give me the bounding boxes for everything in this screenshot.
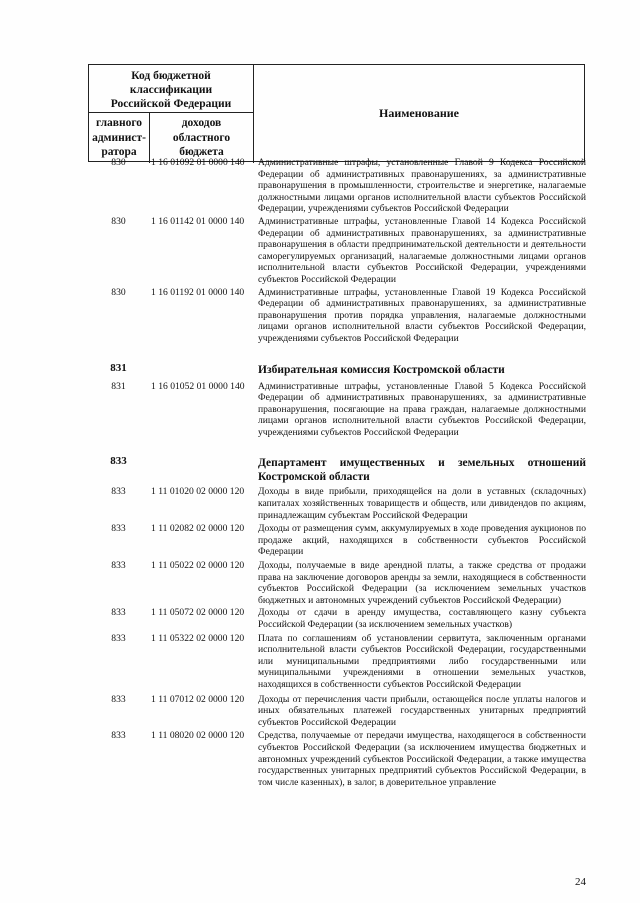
income-line-2: областного [172, 131, 231, 144]
admin-code-cell: 833 [111, 607, 126, 619]
income-description-cell: Плата по соглашениям об установлении сервитута, заключенным органами исполнительной власти субъектов Российской Федерации, государственными или муниципальными предприятиями либо государственными или муниципальными учреждениями в отношении земельных участков, находящихся в собственности субъектов Российской Федерации [258, 632, 586, 690]
admin-code-cell: 833 [111, 632, 126, 644]
table-row [88, 157, 588, 215]
income-code-cell: 1 11 07012 02 0000 120 [151, 693, 245, 705]
income-description-cell: Административные штрафы, установленные Главой 5 Кодекса Российской Федерации об административных правонарушениях, за административные правонарушения, посягающие на права граждан, налагаемые должностными лицами органов исполнительной власти субъектов Российской Федерации, учреждениями субъектов Российской Федерации [258, 380, 586, 438]
section-heading-row [88, 363, 588, 377]
page-number: 24 [575, 876, 586, 888]
admin-code-cell: 833 [110, 455, 127, 468]
table-header [88, 64, 585, 162]
table-row [88, 560, 588, 606]
admin-line-1: главного [95, 117, 143, 129]
income-code-cell: 1 11 08020 02 0000 120 [151, 730, 245, 742]
income-code-cell: 1 16 01142 01 0000 140 [151, 215, 245, 227]
income-description-cell: Административные штрафы, установленные Главой 9 Кодекса Российской Федерации об административных правонарушениях, за административные правонарушения в промышленности, строительстве и энергетике, налагаемые должностными лицами органов исполнительной власти субъектов Российской Федерации, учреждениями субъектов Российской Федерации [258, 157, 586, 215]
admin-code-cell: 833 [111, 560, 126, 572]
section-title: Избирательная комиссия Костромской области [258, 363, 505, 376]
table-row [88, 694, 588, 729]
admin-code-cell: 833 [111, 693, 126, 705]
admin-code-cell: 833 [111, 486, 126, 498]
table-row [88, 607, 588, 630]
admin-code-cell: 831 [111, 380, 126, 392]
table-row [88, 381, 588, 439]
kbk-line-2: классификации [129, 84, 213, 96]
income-description-cell: Доходы в виде прибыли, приходящейся на доли в уставных (складочных) капиталах хозяйственных товариществ и обществ, или дивидендов по акциям, принадлежащим субъектам Российской Федерации [258, 486, 586, 521]
table-row [88, 633, 588, 691]
section-heading-row [88, 456, 588, 484]
section-title: Департамент имущественных и земельных отношений Костромской области [258, 457, 586, 484]
income-code-cell: 1 11 02082 02 0000 120 [151, 523, 245, 535]
income-code-cell: 1 11 01020 02 0000 120 [151, 486, 245, 498]
admin-code-cell: 830 [111, 286, 126, 298]
admin-code-cell: 830 [111, 215, 126, 227]
table-row [88, 486, 588, 521]
kbk-header-cell [89, 65, 254, 113]
table-row [88, 216, 588, 286]
admin-code-cell: 833 [111, 730, 126, 742]
table-row [88, 523, 588, 558]
table-row [88, 287, 588, 345]
income-description-cell: Административные штрафы, установленные Главой 14 Кодекса Российской Федерации об административных правонарушениях, за административные правонарушения в области предпринимательской деятельности и деятельности саморегулируемых организаций, налагаемые должностными лицами органов исполнительной власти субъектов Российской Федерации, учреждениями субъектов Российской Федерации [258, 215, 586, 285]
admin-code-cell: 830 [111, 157, 126, 168]
income-code-cell: 1 11 05322 02 0000 120 [151, 632, 245, 644]
income-description-cell: Доходы, получаемые в виде арендной платы, а также средства от продажи права на заключение договоров аренды за земли, находящиеся в собственности субъектов Российской Федерации (за исключением земельных участков бюджетных и автономных учреждений субъектов Российской Федерации) [258, 560, 586, 606]
admin-code-cell: 833 [111, 523, 126, 535]
income-description-cell: Административные штрафы, установленные Главой 19 Кодекса Российской Федерации об административных правонарушениях, за административные правонарушения против порядка управления, налагаемые должностными лицами органов исполнительной власти субъектов Российской Федерации, учреждениями субъектов Российской Федерации [258, 286, 586, 344]
income-description-cell: Доходы от сдачи в аренду имущества, составляющего казну субъекта Российской Федерации (за исключением земельных участков) [258, 607, 586, 630]
income-line-1: доходов [181, 117, 222, 129]
income-code-cell: 1 16 01092 01 0000 140 [151, 157, 245, 168]
table-body [88, 157, 588, 788]
kbk-line-1: Код бюджетной [131, 70, 211, 82]
income-description-cell: Доходы от размещения сумм, аккумулируемых в ходе проведения аукционов по продаже акций, находящихся в собственности субъектов Российской Федерации [258, 523, 586, 558]
admin-line-2: админист- [92, 131, 146, 144]
income-description-cell: Доходы от перечисления части прибыли, остающейся после уплаты налогов и иных обязательных платежей государственных унитарных предприятий субъектов Российской Федерации [258, 693, 586, 728]
table-row [88, 730, 588, 788]
admin-header-cell [89, 113, 150, 163]
income-code-cell: 1 16 01052 01 0000 140 [151, 380, 245, 392]
name-header-cell: Наименование [379, 105, 459, 120]
income-header-cell [150, 113, 254, 163]
income-code-cell: 1 11 05072 02 0000 120 [151, 607, 245, 619]
income-code-cell: 1 11 05022 02 0000 120 [151, 560, 245, 572]
income-description-cell: Средства, получаемые от передачи имущества, находящегося в собственности субъектов Российской Федерации (за исключением имущества бюджетных и автономных учреждений субъектов Российской Федерации, а также имущества государственных унитарных предприятий субъектов Российской Федерации, в том числе казенных), в залог, в доверительное управление [258, 730, 586, 788]
admin-line-3: ратора [101, 146, 137, 158]
income-code-cell: 1 16 01192 01 0000 140 [151, 286, 245, 298]
kbk-line-3: Российской Федерации [110, 98, 232, 110]
income-line-3: бюджета [179, 146, 224, 158]
admin-code-cell: 831 [110, 361, 127, 374]
